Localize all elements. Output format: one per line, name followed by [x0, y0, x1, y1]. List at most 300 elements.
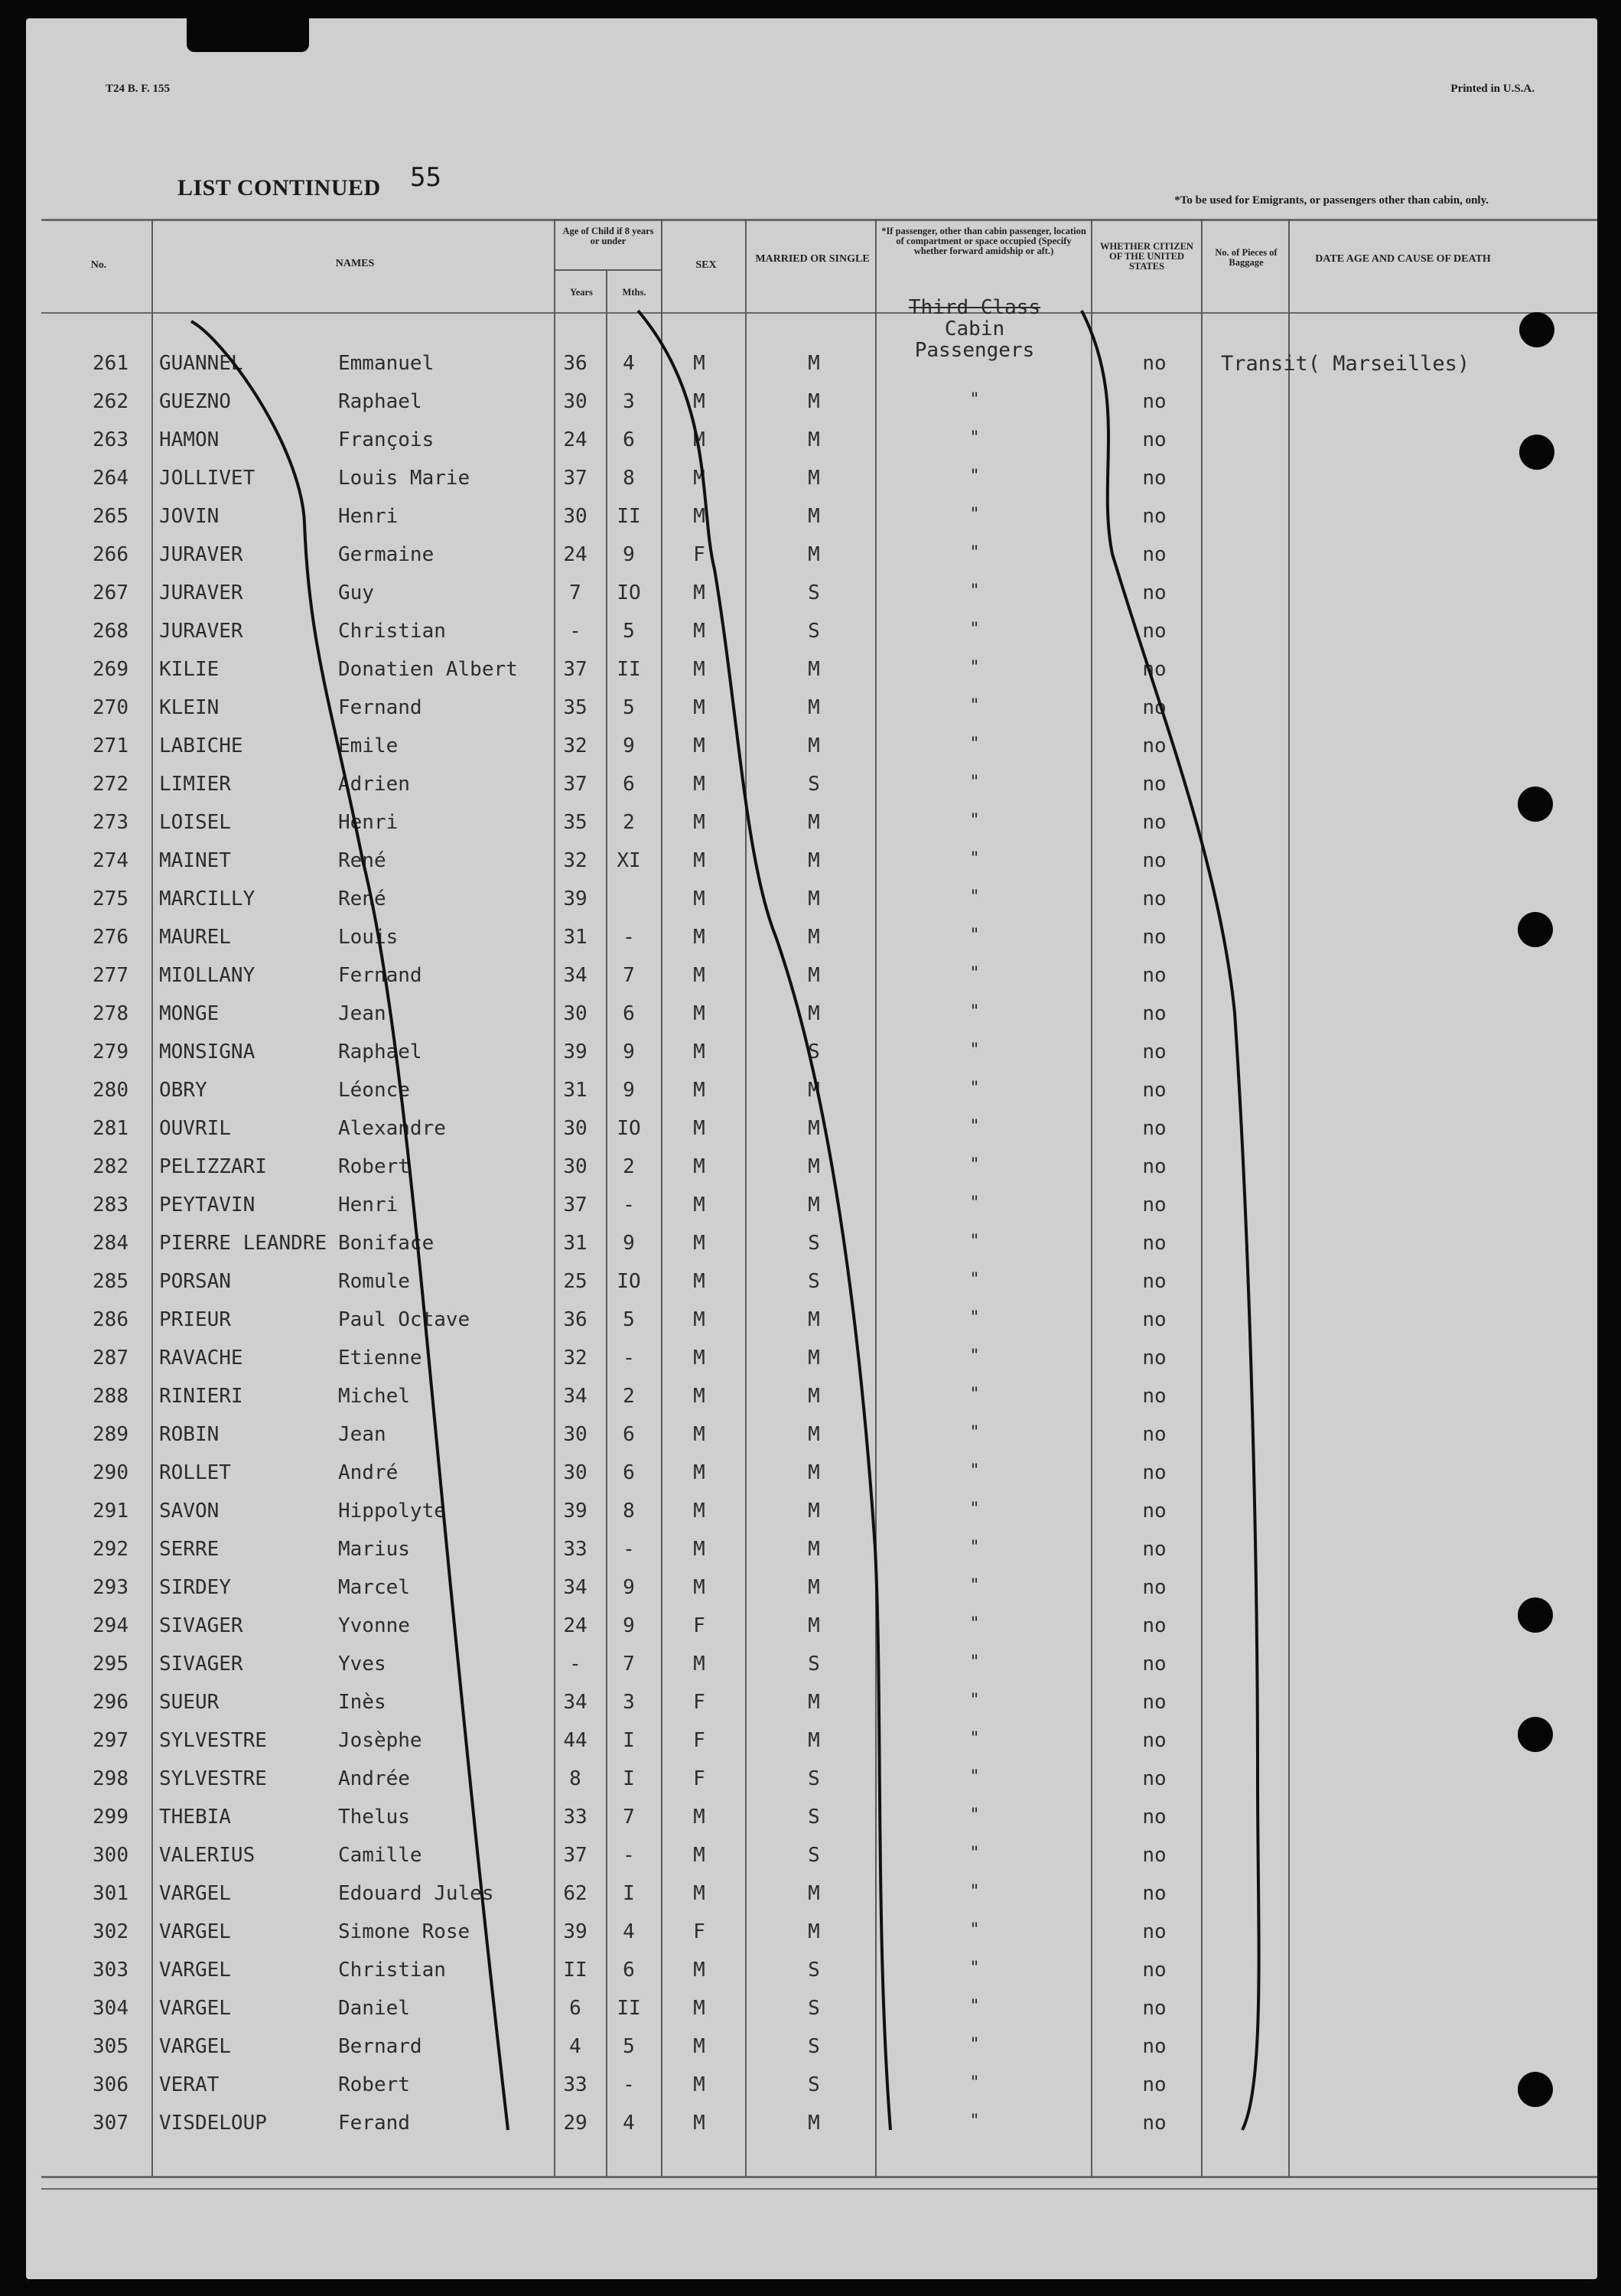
- age-months: 6: [623, 1423, 635, 1446]
- form-code: T24 B. F. 155: [106, 83, 171, 95]
- age-months: 9: [623, 543, 635, 566]
- given-name: Christian: [338, 620, 446, 643]
- passenger-location: ": [969, 811, 980, 830]
- marital-status: S: [808, 1806, 820, 1829]
- passenger-location: ": [969, 543, 980, 562]
- citizen-status: no: [1142, 1308, 1167, 1331]
- citizen-status: no: [1142, 773, 1167, 796]
- marital-status: M: [808, 964, 820, 987]
- given-name: Andrée: [338, 1767, 410, 1790]
- passenger-location: ": [969, 1270, 980, 1289]
- transit-note: Transit( Marseilles): [1221, 352, 1470, 376]
- citizen-status: no: [1142, 1385, 1167, 1408]
- surname: ROBIN: [159, 1423, 220, 1446]
- given-name: René: [338, 887, 386, 910]
- age-months: 6: [623, 1461, 635, 1484]
- surname: VARGEL: [159, 2035, 231, 2058]
- sex: M: [693, 1385, 705, 1408]
- passenger-location: ": [969, 1194, 980, 1213]
- emigrant-footnote: *To be used for Emigrants, or passengers other than cabin, only.: [1174, 194, 1489, 207]
- marital-status: S: [808, 1041, 820, 1063]
- given-name: Yves: [338, 1653, 386, 1676]
- citizen-status: no: [1142, 1461, 1167, 1484]
- surname: ROLLET: [159, 1461, 231, 1484]
- given-name: Marcel: [338, 1576, 410, 1599]
- marital-status: M: [808, 543, 820, 566]
- citizen-status: no: [1142, 428, 1167, 451]
- row-number: 306: [93, 2073, 129, 2096]
- citizen-status: no: [1142, 1691, 1167, 1714]
- age-years: 30: [563, 1002, 588, 1025]
- age-months: 7: [623, 964, 635, 987]
- age-years: 4: [569, 2035, 581, 2058]
- passenger-location: ": [969, 1347, 980, 1366]
- sex: M: [693, 1500, 705, 1523]
- row-number: 291: [93, 1500, 129, 1523]
- given-name: Hippolyte: [338, 1500, 446, 1523]
- marital-status: M: [808, 696, 820, 719]
- age-months: -: [623, 1194, 635, 1216]
- sex: M: [693, 1653, 705, 1676]
- marital-status: M: [808, 2112, 820, 2135]
- passenger-location: ": [969, 2035, 980, 2054]
- age-years: 30: [563, 505, 588, 528]
- marital-status: M: [808, 1347, 820, 1369]
- passenger-location: ": [969, 390, 980, 409]
- marital-status: M: [808, 1614, 820, 1637]
- row-number: 283: [93, 1194, 129, 1216]
- sex: M: [693, 1041, 705, 1063]
- age-years: 29: [563, 2112, 588, 2135]
- given-name: Ferand: [338, 2112, 410, 2135]
- given-name: Simone Rose: [338, 1920, 470, 1943]
- sex: M: [693, 1576, 705, 1599]
- header-no: No.: [90, 259, 107, 271]
- sex: F: [693, 1729, 705, 1752]
- passenger-location: ": [969, 1155, 980, 1174]
- surname: THEBIA: [159, 1806, 231, 1829]
- torn-corner: [187, 18, 309, 52]
- citizen-status: no: [1142, 1806, 1167, 1829]
- pen-strokes: [26, 18, 1597, 2279]
- given-name: René: [338, 849, 386, 872]
- citizen-status: no: [1142, 2112, 1167, 2135]
- citizen-status: no: [1142, 849, 1167, 872]
- sex: F: [693, 1920, 705, 1943]
- header-months: Mths.: [622, 287, 646, 298]
- row-number: 274: [93, 849, 129, 872]
- citizen-status: no: [1142, 1920, 1167, 1943]
- punch-hole: [1518, 1597, 1553, 1633]
- age-years: 44: [563, 1729, 588, 1752]
- age-months: 6: [623, 1959, 635, 1982]
- age-months: 6: [623, 773, 635, 796]
- pen-stroke: [638, 311, 890, 2130]
- row-number: 301: [93, 1882, 129, 1905]
- given-name: Léonce: [338, 1079, 410, 1102]
- marital-status: M: [808, 734, 820, 757]
- given-name: Donatien Albert: [338, 658, 518, 681]
- surname: LOISEL: [159, 811, 231, 834]
- given-name: Bernard: [338, 2035, 422, 2058]
- surname: SUEUR: [159, 1691, 220, 1714]
- sex: M: [693, 581, 705, 604]
- sex: M: [693, 1347, 705, 1369]
- sex: M: [693, 1079, 705, 1102]
- surname: SYLVESTRE: [159, 1729, 267, 1752]
- given-name: Boniface: [338, 1232, 435, 1255]
- sex: F: [693, 1767, 705, 1790]
- row-number: 280: [93, 1079, 129, 1102]
- surname: MARCILLY: [159, 887, 256, 910]
- citizen-status: no: [1142, 1538, 1167, 1561]
- row-number: 268: [93, 620, 129, 643]
- surname: SIVAGER: [159, 1653, 243, 1676]
- citizen-status: no: [1142, 1155, 1167, 1178]
- surname: JURAVER: [159, 543, 243, 566]
- age-years: 62: [563, 1882, 588, 1905]
- passenger-location: ": [969, 2073, 980, 2092]
- punch-hole: [1518, 912, 1553, 947]
- sex: F: [693, 1614, 705, 1637]
- row-number: 272: [93, 773, 129, 796]
- citizen-status: no: [1142, 964, 1167, 987]
- row-number: 288: [93, 1385, 129, 1408]
- surname: MONGE: [159, 1002, 220, 1025]
- age-years: 24: [563, 428, 588, 451]
- sex: M: [693, 1538, 705, 1561]
- age-years: 34: [563, 1385, 588, 1408]
- citizen-status: no: [1142, 1576, 1167, 1599]
- age-months: 5: [623, 1308, 635, 1331]
- age-years: 37: [563, 1844, 588, 1867]
- marital-status: M: [808, 658, 820, 681]
- age-months: IO: [617, 581, 641, 604]
- passenger-location: ": [969, 1079, 980, 1098]
- citizen-status: no: [1142, 1882, 1167, 1905]
- citizen-status: no: [1142, 543, 1167, 566]
- age-months: -: [623, 1844, 635, 1867]
- given-name: Robert: [338, 1155, 410, 1178]
- given-name: Jean: [338, 1423, 386, 1446]
- surname: VERAT: [159, 2073, 220, 2096]
- passenger-location: ": [969, 1767, 980, 1786]
- sex: F: [693, 543, 705, 566]
- punch-hole: [1518, 787, 1553, 822]
- given-name: Edouard Jules: [338, 1882, 494, 1905]
- citizen-status: no: [1142, 1844, 1167, 1867]
- sex: M: [693, 1997, 705, 2020]
- surname: JURAVER: [159, 620, 243, 643]
- passenger-location: ": [969, 1997, 980, 2016]
- citizen-status: no: [1142, 887, 1167, 910]
- passenger-location: ": [969, 581, 980, 601]
- given-name: Raphael: [338, 390, 422, 413]
- surname: PORSAN: [159, 1270, 231, 1293]
- given-name: Guy: [338, 581, 374, 604]
- age-years: 32: [563, 734, 588, 757]
- surname: MIOLLANY: [159, 964, 256, 987]
- row-number: 297: [93, 1729, 129, 1752]
- surname: SERRE: [159, 1538, 220, 1561]
- sex: M: [693, 2035, 705, 2058]
- age-years: 24: [563, 1614, 588, 1637]
- age-years: 39: [563, 1041, 588, 1063]
- row-number: 296: [93, 1691, 129, 1714]
- age-years: 8: [569, 1767, 581, 1790]
- surname: JOLLIVET: [159, 467, 256, 490]
- passenger-location: ": [969, 1041, 980, 1060]
- class-line: Passengers: [914, 339, 1035, 362]
- surname: OBRY: [159, 1079, 207, 1102]
- class-line: Cabin: [944, 318, 1005, 340]
- given-name: Christian: [338, 1959, 446, 1982]
- citizen-status: no: [1142, 1270, 1167, 1293]
- age-months: II: [617, 505, 641, 528]
- header-death: DATE AGE AND CAUSE OF DEATH: [1315, 253, 1491, 265]
- citizen-status: no: [1142, 1041, 1167, 1063]
- surname: SAVON: [159, 1500, 220, 1523]
- age-months: 4: [623, 2112, 635, 2135]
- row-number: 292: [93, 1538, 129, 1561]
- age-months: 4: [623, 1920, 635, 1943]
- given-name: Emmanuel: [338, 352, 435, 375]
- passenger-location: ": [969, 1117, 980, 1136]
- age-months: 7: [623, 1806, 635, 1829]
- surname: VARGEL: [159, 1920, 231, 1943]
- age-months: IO: [617, 1117, 641, 1140]
- pen-stroke: [1082, 311, 1259, 2130]
- passenger-location: ": [969, 734, 980, 754]
- sex: M: [693, 620, 705, 643]
- surname: SYLVESTRE: [159, 1767, 267, 1790]
- punch-hole: [1518, 1717, 1553, 1752]
- passenger-location: ": [969, 1806, 980, 1825]
- marital-status: S: [808, 1959, 820, 1982]
- age-months: 2: [623, 1155, 635, 1178]
- passenger-location: ": [969, 1920, 980, 1939]
- age-years: 30: [563, 1461, 588, 1484]
- marital-status: M: [808, 1500, 820, 1523]
- passenger-location: ": [969, 1500, 980, 1519]
- sex: M: [693, 1308, 705, 1331]
- row-number: 278: [93, 1002, 129, 1025]
- age-years: 34: [563, 1576, 588, 1599]
- citizen-status: no: [1142, 2035, 1167, 2058]
- sex: F: [693, 1691, 705, 1714]
- given-name: Emile: [338, 734, 399, 757]
- sex: M: [693, 734, 705, 757]
- row-number: 261: [93, 352, 129, 375]
- sex: M: [693, 1959, 705, 1982]
- sex: M: [693, 467, 705, 490]
- row-number: 262: [93, 390, 129, 413]
- marital-status: S: [808, 1270, 820, 1293]
- passenger-location: ": [969, 964, 980, 983]
- age-years: 33: [563, 1806, 588, 1829]
- age-years: 33: [563, 2073, 588, 2096]
- given-name: Thelus: [338, 1806, 410, 1829]
- marital-status: M: [808, 1194, 820, 1216]
- header-years: Years: [570, 287, 593, 298]
- surname: PELIZZARI: [159, 1155, 267, 1178]
- punch-hole: [1519, 312, 1554, 347]
- citizen-status: no: [1142, 696, 1167, 719]
- marital-status: S: [808, 1844, 820, 1867]
- passenger-location: ": [969, 658, 980, 677]
- sex: M: [693, 887, 705, 910]
- marital-status: M: [808, 887, 820, 910]
- punch-hole: [1518, 2072, 1553, 2107]
- passenger-location: ": [969, 1576, 980, 1595]
- age-months: 5: [623, 696, 635, 719]
- passenger-location: ": [969, 505, 980, 524]
- row-number: 277: [93, 964, 129, 987]
- sex: M: [693, 849, 705, 872]
- marital-status: M: [808, 811, 820, 834]
- surname: LIMIER: [159, 773, 231, 796]
- age-months: 2: [623, 811, 635, 834]
- surname: SIRDEY: [159, 1576, 231, 1599]
- age-months: 9: [623, 1576, 635, 1599]
- row-number: 270: [93, 696, 129, 719]
- age-months: 6: [623, 1002, 635, 1025]
- passenger-location: ": [969, 849, 980, 868]
- given-name: Louis Marie: [338, 467, 470, 490]
- passenger-location: ": [969, 1653, 980, 1672]
- surname: PIERRE LEANDRE: [159, 1232, 327, 1255]
- citizen-status: no: [1142, 1117, 1167, 1140]
- sex: M: [693, 2073, 705, 2096]
- citizen-status: no: [1142, 1079, 1167, 1102]
- given-name: Paul Octave: [338, 1308, 470, 1331]
- citizen-status: no: [1142, 1194, 1167, 1216]
- row-number: 307: [93, 2112, 129, 2135]
- age-years: 31: [563, 1232, 588, 1255]
- sex: M: [693, 926, 705, 949]
- sex: M: [693, 773, 705, 796]
- age-months: I: [623, 1882, 635, 1905]
- marital-status: M: [808, 1308, 820, 1331]
- row-number: 276: [93, 926, 129, 949]
- row-number: 305: [93, 2035, 129, 2058]
- age-months: I: [623, 1729, 635, 1752]
- passenger-location: ": [969, 1423, 980, 1442]
- given-name: Henri: [338, 505, 399, 528]
- marital-status: S: [808, 1767, 820, 1790]
- punch-hole: [1519, 435, 1554, 470]
- passenger-location: ": [969, 2112, 980, 2131]
- marital-status: M: [808, 1538, 820, 1561]
- marital-status: M: [808, 1385, 820, 1408]
- citizen-status: no: [1142, 352, 1167, 375]
- marital-status: M: [808, 428, 820, 451]
- marital-status: M: [808, 1002, 820, 1025]
- age-months: -: [623, 926, 635, 949]
- marital-status: M: [808, 1155, 820, 1178]
- header-baggage: No. of Pieces of Baggage: [1215, 247, 1278, 268]
- row-number: 265: [93, 505, 129, 528]
- age-months: 3: [623, 390, 635, 413]
- surname: VARGEL: [159, 1997, 231, 2020]
- passenger-location: ": [969, 1959, 980, 1978]
- given-name: Josèphe: [338, 1729, 422, 1752]
- surname: KLEIN: [159, 696, 220, 719]
- list-number: 55: [410, 162, 441, 193]
- age-months: 9: [623, 1614, 635, 1637]
- sex: M: [693, 1117, 705, 1140]
- age-years: 30: [563, 390, 588, 413]
- age-months: 4: [623, 352, 635, 375]
- sex: M: [693, 1270, 705, 1293]
- marital-status: S: [808, 1997, 820, 2020]
- surname: RAVACHE: [159, 1347, 243, 1369]
- row-number: 302: [93, 1920, 129, 1943]
- age-years: II: [563, 1959, 588, 1982]
- marital-status: M: [808, 1117, 820, 1140]
- age-months: 6: [623, 428, 635, 451]
- age-months: 9: [623, 1232, 635, 1255]
- age-months: XI: [617, 849, 641, 872]
- age-months: II: [617, 1997, 641, 2020]
- age-years: 35: [563, 696, 588, 719]
- row-number: 300: [93, 1844, 129, 1867]
- given-name: Daniel: [338, 1997, 410, 2020]
- age-months: -: [623, 2073, 635, 2096]
- header-sex: SEX: [695, 259, 717, 271]
- given-name: Robert: [338, 2073, 410, 2096]
- age-years: 39: [563, 1500, 588, 1523]
- sex: M: [693, 1194, 705, 1216]
- row-number: 294: [93, 1614, 129, 1637]
- surname: GUEZNO: [159, 390, 231, 413]
- age-years: 37: [563, 658, 588, 681]
- age-years: 6: [569, 1997, 581, 2020]
- sex: M: [693, 1232, 705, 1255]
- age-years: 34: [563, 1691, 588, 1714]
- row-number: 264: [93, 467, 129, 490]
- sex: M: [693, 1844, 705, 1867]
- citizen-status: no: [1142, 1002, 1167, 1025]
- pen-stroke: [191, 321, 508, 2130]
- passenger-location: ": [969, 1729, 980, 1748]
- age-years: 34: [563, 964, 588, 987]
- passenger-location: ": [969, 887, 980, 907]
- given-name: Fernand: [338, 964, 422, 987]
- citizen-status: no: [1142, 658, 1167, 681]
- given-name: Louis: [338, 926, 399, 949]
- age-months: 5: [623, 620, 635, 643]
- passenger-location: ": [969, 1614, 980, 1633]
- marital-status: M: [808, 505, 820, 528]
- given-name: François: [338, 428, 435, 451]
- sex: M: [693, 1882, 705, 1905]
- passenger-location: ": [969, 926, 980, 945]
- age-years: 33: [563, 1538, 588, 1561]
- age-years: 31: [563, 926, 588, 949]
- passenger-location: ": [969, 773, 980, 792]
- marital-status: M: [808, 849, 820, 872]
- age-years: 30: [563, 1155, 588, 1178]
- row-number: 281: [93, 1117, 129, 1140]
- passenger-location: ": [969, 428, 980, 448]
- marital-status: M: [808, 390, 820, 413]
- given-name: Adrien: [338, 773, 410, 796]
- header-citizen: WHETHER CITIZEN OF THE UNITED STATES: [1100, 241, 1193, 272]
- age-years: 37: [563, 467, 588, 490]
- row-number: 303: [93, 1959, 129, 1982]
- citizen-status: no: [1142, 505, 1167, 528]
